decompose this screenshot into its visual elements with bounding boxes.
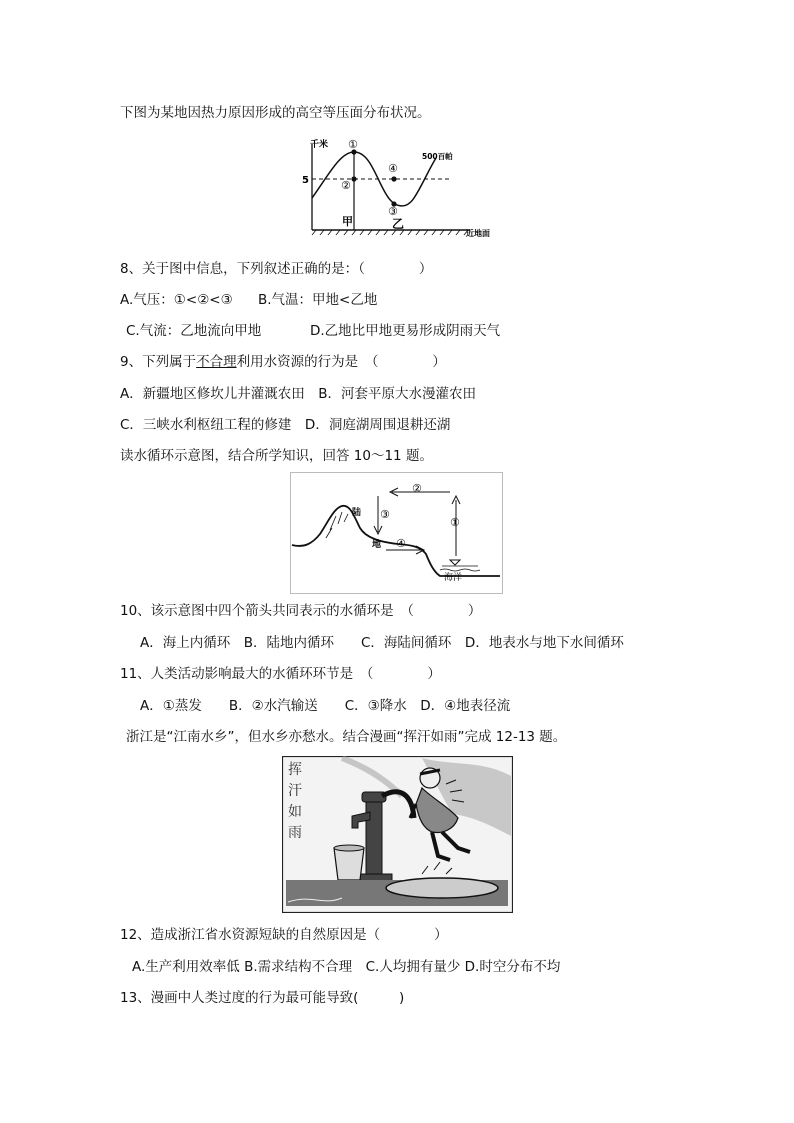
ocean-label: 海洋: [444, 573, 463, 583]
marker-1: ①: [348, 138, 358, 151]
ground-label: 近地面: [466, 229, 490, 238]
q9-stem-pre: 9、下列属于: [120, 354, 197, 370]
ocean-wave: [440, 569, 480, 571]
y-unit-label: 千米: [310, 140, 329, 150]
arrow-label-4: ④: [396, 537, 406, 550]
q8-option-b: B.气温：甲地<乙地: [258, 292, 378, 308]
intro-text: 下图为某地因热力原因形成的高空等压面分布状况。: [120, 105, 431, 121]
q11-options: A．①蒸发 B．②水汽输送 C．③降水 D．④地表径流: [140, 698, 511, 714]
q10-options: A．海上内循环 B．陆地内循环 C．海陆间循环 D．地表水与地下水间循环: [140, 635, 624, 651]
isobar-label: 500百帕: [422, 152, 453, 161]
location-yi: 乙: [392, 217, 405, 231]
water-level-icon: [450, 560, 460, 565]
location-jia: 甲: [342, 215, 353, 228]
y-tick-5: 5: [302, 175, 309, 186]
q8-stem: 8、关于图中信息，下列叙述正确的是：（ ）: [120, 261, 433, 277]
q9-stem-underlined: 不合理: [196, 354, 237, 370]
q8-option-c: C.气流：乙地流向甲地: [126, 323, 262, 339]
marker-4: ④: [388, 162, 398, 175]
arrow-label-1: ①: [450, 516, 460, 529]
q12-options: A.生产利用效率低 B.需求结构不合理 C.人均拥有量少 D.时空分布不均: [132, 959, 561, 975]
q10-stem: 10、该示意图中四个箭头共同表示的水循环是 （ ）: [120, 603, 482, 619]
q9-options-cd: C．三峡水利枢纽工程的修建 D．洞庭湖周围退耕还湖: [120, 417, 451, 433]
isobar-figure: [290, 136, 502, 240]
mountain-shading: [326, 512, 348, 538]
cartoon-char-1: 挥: [288, 762, 302, 778]
dry-well: [386, 878, 498, 898]
cartoon-char-2: 汗: [288, 783, 302, 799]
land-label-2: 地: [372, 540, 382, 550]
cartoon-char-3: 如: [288, 804, 302, 820]
marker-3: ③: [388, 205, 398, 218]
q12-stem: 12、造成浙江省水资源短缺的自然原因是（ ）: [120, 927, 448, 943]
read-cycle-instruction: 读水循环示意图，结合所学知识，回答 10～11 题。: [120, 448, 433, 464]
cartoon-char-4: 雨: [288, 825, 302, 841]
q13-stem: 13、漫画中人类过度的行为最可能导致( ): [120, 990, 405, 1006]
arrow-label-2: ②: [412, 482, 422, 495]
zhejiang-intro: 浙江是“江南水乡”，但水乡亦愁水。结合漫画“挥汗如雨”完成 12-13 题。: [126, 729, 567, 745]
cartoon-figure: [282, 756, 513, 913]
point-2: [351, 176, 356, 181]
q8-option-d: D.乙地比甲地更易形成阴雨天气: [310, 323, 501, 339]
q11-stem: 11、人类活动影响最大的水循环环节是 （ ）: [120, 666, 441, 682]
q9-stem-post: 利用水资源的行为是 （ ）: [236, 354, 446, 370]
arrow-label-3: ③: [380, 508, 390, 521]
water-cycle-figure: [290, 472, 503, 594]
bucket: [334, 848, 364, 880]
q9-options-ab: A．新疆地区修坎儿井灌溉农田 B．河套平原大水漫灌农田: [120, 386, 476, 402]
point-4: [391, 176, 396, 181]
q8-option-a: A.气压：①<②<③: [120, 292, 233, 308]
q9-stem: [120, 353, 446, 371]
marker-2: ②: [341, 179, 351, 192]
land-label-1: 陆: [352, 508, 362, 518]
